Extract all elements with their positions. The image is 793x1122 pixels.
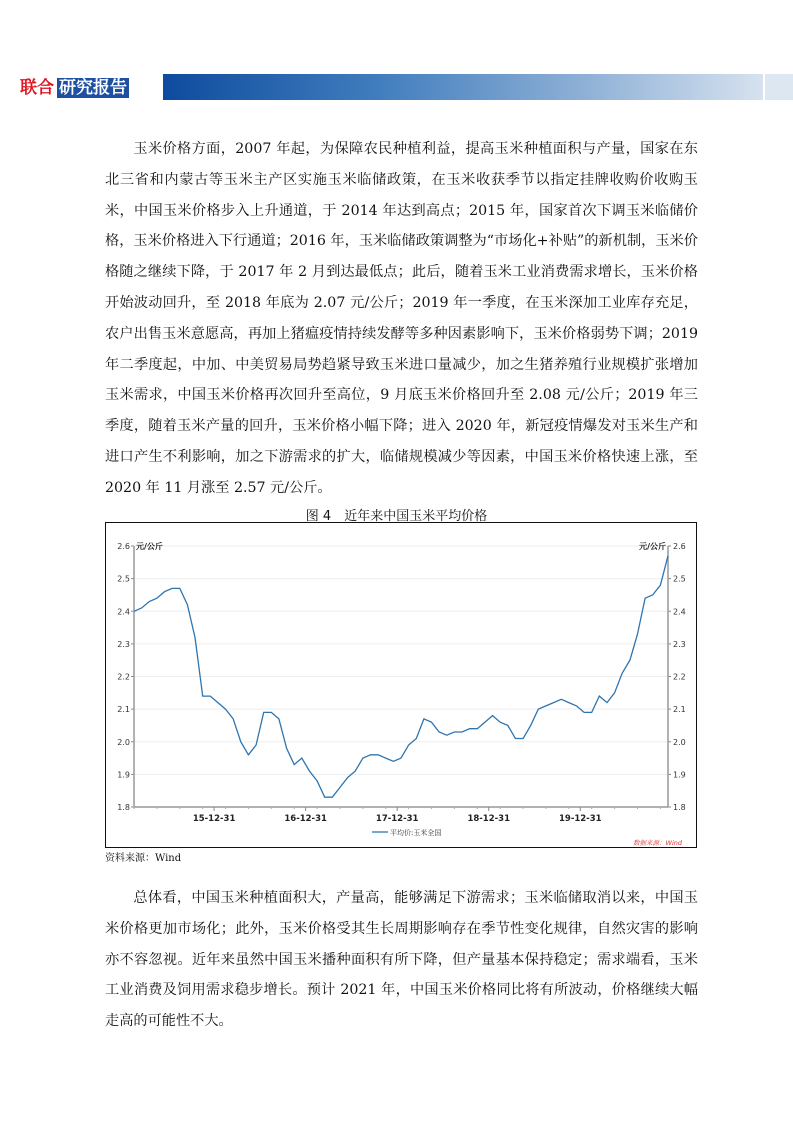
y-tick-label: 2.4	[117, 607, 130, 617]
header-gradient-bar	[163, 74, 763, 100]
source-note: 资料来源：Wind	[105, 853, 182, 864]
y-tick-label-right: 2.4	[673, 607, 686, 617]
y-tick-label: 2.0	[117, 737, 130, 747]
y-tick-label-right: 2.3	[673, 639, 686, 649]
paragraph-summary: 总体看，中国玉米种植面积大，产量高，能够满足下游需求；玉米临储取消以来，中国玉米价格更加市场化；此外，玉米价格受其生长周期影响存在季节性变化规律，自然灾害的影响亦不容忽视。近年来虽然中国玉米播种面积有所下降，但产量基本保持稳定；需求端看，玉米工业消费及饲用需求稳步增长。预计 2021 年，中国玉米价格同比将有所波动，价格继续大幅走高的可能性不大。	[105, 890, 698, 1030]
y-tick-label-right: 1.8	[673, 803, 686, 812]
x-tick-label: 18-12-31	[467, 814, 511, 824]
y-tick-label-right: 2.1	[673, 705, 686, 715]
y-tick-label-right: 1.9	[673, 770, 686, 780]
y-tick-label: 2.2	[117, 672, 130, 682]
x-tick-label: 17-12-31	[375, 814, 419, 824]
y-tick-label: 2.6	[117, 542, 130, 551]
chart-source-watermark: 数据来源：Wind	[633, 839, 682, 847]
y-tick-label: 2.1	[117, 705, 130, 715]
y-tick-label: 1.8	[117, 803, 130, 812]
chart-container	[105, 522, 697, 848]
y-tick-label: 1.9	[117, 770, 130, 780]
brand-label: 研究报告	[59, 78, 127, 98]
y-tick-label-right: 2.0	[673, 737, 686, 747]
report-brand	[20, 77, 129, 99]
y-tick-label: 2.3	[117, 639, 130, 649]
price-line-chart	[106, 523, 696, 847]
x-tick-label: 16-12-31	[284, 814, 327, 824]
paragraph-price-history: 玉米价格方面，2007 年起，为保障农民种植利益，提高玉米种植面积与产量，国家在东北三省和内蒙古等玉米主产区实施玉米临储政策，在玉米收获季节以指定挂牌收购价收购玉米，中国玉米价格步入上升通道，于 2014 年达到高点；2015 年，国家首次下调玉米临储价格，玉米价格进入下行通道；2016 年，玉米临储政策调整为“市场化+补贴”的新机制，玉米价格随之继续下降，于 2017 年 2 月到达最低点；此后，随着玉米工业消费需求增长，玉米价格开始波动回升，至 2018 年底为 2.07 元/公斤；2019 年一季度，在玉米深加工业库存充足，农户出售玉米意愿高，再加上猪瘟疫情持续发酵等多种因素影响下，玉米价格弱势下调；2019 年二季度起，中加、中美贸易局势趋紧导致玉米进口量减少，加之生猪养殖行业规模扩张增加玉米需求，中国玉米价格再次回升至高位，9 月底玉米价格回升至 2.08 元/公斤；2019 年三季度，随着玉米产量的回升，玉米价格小幅下降；进入 2020 年，新冠疫情爆发对玉米生产和进口产生不利影响，加之下游需求的扩大，临储规模减少等因素，中国玉米价格快速上涨，至 2020 年 11 月涨至 2.57 元/公斤。	[105, 141, 698, 496]
y-tick-label: 2.5	[117, 574, 130, 584]
figure-title: 图 4 近年来中国玉米平均价格	[305, 509, 488, 524]
x-tick-label: 19-12-31	[558, 814, 602, 824]
y-tick-label-right: 2.2	[673, 672, 686, 682]
y-axis-label-left: 元/公斤	[136, 542, 163, 551]
header-end-block	[765, 74, 793, 100]
y-tick-label-right: 2.6	[673, 542, 686, 551]
y-tick-label-right: 2.5	[673, 574, 686, 584]
y-axis-label-right: 元/公斤	[639, 542, 666, 551]
brand-name: 联合	[20, 78, 54, 98]
x-tick-label: 15-12-31	[192, 814, 236, 824]
legend-label: 平均价:玉米全国	[390, 829, 442, 837]
